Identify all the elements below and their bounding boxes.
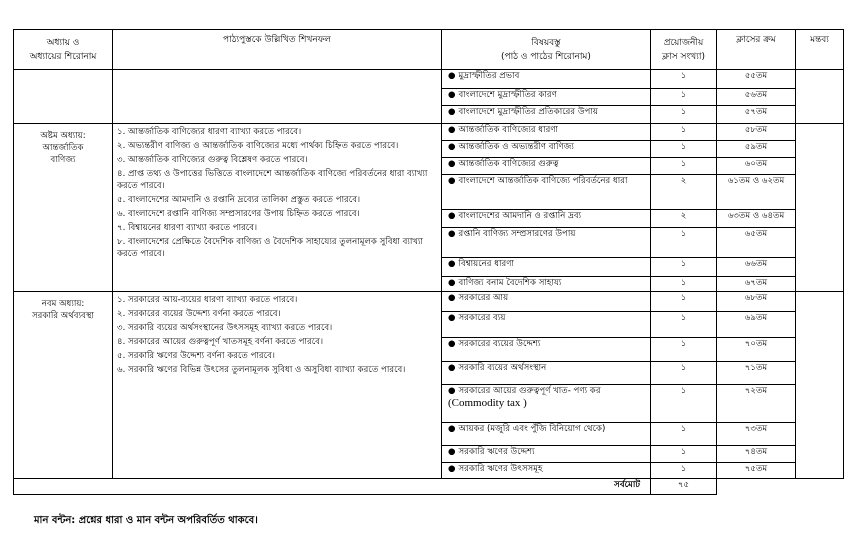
class-serial: ৭০তম	[717, 338, 796, 362]
class-count: ২	[651, 210, 717, 228]
class-count: ১	[651, 385, 717, 423]
topic-cell: ● সরকারি ব্যয়ের অর্থসংস্থান	[442, 362, 651, 385]
header-content: বিষয়বস্তু (পাঠ ও পাঠের শিরোনাম)	[442, 30, 651, 70]
bullet-icon: ●	[448, 339, 456, 349]
class-serial: ৬৮তম	[717, 292, 796, 312]
bullet-icon: ●	[448, 229, 456, 239]
bullet-icon: ●	[448, 125, 456, 135]
bullet-icon: ●	[448, 363, 456, 373]
outcome-item: ৬. বাংলাদেশে রপ্তানি বাণিজ্য সম্প্রসারণের উপায় চিহ্নিত করতে পারবে।	[117, 209, 360, 219]
class-count: ১	[651, 423, 717, 446]
topic-cell: ● সরকারের আয়ের গুরুত্বপূর্ণ খাত- পণ্য কর (Commodity tax )	[442, 385, 651, 423]
bullet-icon: ●	[448, 259, 456, 269]
topic-cell: ● বাংলাদেশে মুদ্রাস্ফীতির কারণ	[442, 89, 651, 106]
bullet-icon: ●	[448, 142, 456, 152]
class-serial: ৬০তম	[717, 158, 796, 175]
class-count: ১	[651, 158, 717, 175]
total-value: ৭৫	[651, 479, 717, 495]
table-row	[14, 70, 844, 89]
bullet-icon: ●	[448, 90, 456, 100]
class-serial: ৫৫তম	[717, 70, 796, 89]
class-count: ১	[651, 70, 717, 89]
topic-cell: ● আন্তর্জাতিক বাণিজ্যের ধারণা	[442, 124, 651, 141]
topic-cell: ● আয়কর (মজুরি এবং পুঁজি বিনিয়োগ থেকে)	[442, 423, 651, 446]
class-serial: ৬৭তম	[717, 277, 796, 292]
class-count: ১	[651, 362, 717, 385]
bullet-icon: ●	[448, 159, 456, 169]
class-count: ১	[651, 277, 717, 292]
class-serial: ৬১তম ও ৬২তম	[717, 175, 796, 210]
class-serial: ৫৮তম	[717, 124, 796, 141]
table-row	[14, 124, 844, 141]
class-count: ১	[651, 228, 717, 258]
class-count: ১	[651, 463, 717, 479]
chapter-cell-empty	[14, 70, 113, 124]
class-serial: ৫৯তম	[717, 141, 796, 158]
chapter8-outcomes	[113, 124, 442, 292]
class-count: ১	[651, 124, 717, 141]
outcome-item: ৪. প্রাপ্ত তথ্য ও উপাত্তের ভিত্তিতে বাংলাদেশে আন্তর্জাতিক বাণিজ্যে পরিবর্তনের ধারা ব্যাখ্যা করতে পারবে।	[117, 169, 428, 191]
bullet-icon: ●	[448, 278, 456, 288]
topic-cell: ● সরকারের ব্যয়ের উদ্দেশ্য	[442, 338, 651, 362]
footnote: মান বন্টন: প্রশ্নের ধারা ও মান বন্টন অপরিবর্তিত থাকবে।	[34, 515, 258, 526]
header-serial: ক্লাসের ক্রম	[717, 30, 796, 70]
outcomes-cell-empty	[113, 70, 442, 124]
class-serial: ৬৫তম	[717, 228, 796, 258]
topic-cell: ● আন্তর্জাতিক ও অভ্যন্তরীণ বাণিজ্য	[442, 141, 651, 158]
topic-cell: ● বাংলাদেশের আমদানি ও রপ্তানি দ্রব্য	[442, 210, 651, 228]
chapter8-title: অষ্টম অধ্যায়: আন্তর্জাতিক বাণিজ্য	[14, 124, 113, 292]
outcome-item: ১. সরকারের আয়-ব্যয়ের ধারণা ব্যাখ্যা করতে পারবে।	[117, 295, 298, 305]
header-chapter: অধ্যায় ও অধ্যায়ের শিরোনাম	[14, 30, 113, 70]
topic-cell: ● আন্তর্জাতিক বাণিজ্যের গুরুত্ব	[442, 158, 651, 175]
class-count: ১	[651, 106, 717, 124]
bullet-icon: ●	[448, 211, 456, 221]
outcome-item: ৭. বিশ্বায়নের ধারণা ব্যাখ্যা করতে পারবে।	[117, 223, 258, 233]
total-label: সর্বমোট	[14, 479, 651, 495]
header-row	[14, 30, 844, 70]
class-serial: ৭১তম	[717, 362, 796, 385]
outcome-item: ৮. বাংলাদেশের প্রেক্ষিতে বৈদেশিক বাণিজ্য ও বৈদেশিক সাহায্যের তুলনামূলক সুবিধা ব্যাখ্যা করতে পারবে।	[117, 237, 424, 259]
outcome-item: ৩. আন্তর্জাতিক বাণিজ্যের গুরুত্ব বিশ্লেষণ করতে পারবে।	[117, 155, 308, 165]
outcome-item: ২. অভ্যন্তরীণ বাণিজ্য ও আন্তর্জাতিক বাণিজ্যের মধ্যে পার্থক্য চিহ্নিত করতে পারবে।	[117, 141, 399, 151]
topic-cell: ● সরকারি ঋণের উৎসসমূহ	[442, 463, 651, 479]
topic-cell: ● সরকারি ঋণের উদ্দেশ্য	[442, 446, 651, 463]
header-classes: প্রয়োজনীয় ক্লাস সংখ্যা)	[651, 30, 717, 70]
class-serial: ৫৭তম	[717, 106, 796, 124]
outcome-item: ৪. সরকারের আয়ের গুরুত্বপূর্ণ খাতসমূহ বর্ণনা করতে পারবে।	[117, 337, 324, 347]
topic-cell: ● মুদ্রাস্ফীতির প্রভাব	[442, 70, 651, 89]
class-serial: ৭৪তম	[717, 446, 796, 463]
class-serial: ৭৩তম	[717, 423, 796, 446]
outcome-item: ৫. সরকারি ঋণের উদ্দেশ্য বর্ণনা করতে পারবে।	[117, 351, 275, 361]
header-remarks: মন্তব্য	[796, 30, 844, 70]
bullet-icon: ●	[448, 107, 456, 117]
class-count: ১	[651, 141, 717, 158]
class-count: ১	[651, 446, 717, 463]
topic-cell: ● বাংলাদেশে আন্তর্জাতিক বাণিজ্যে পরিবর্তনের ধারা	[442, 175, 651, 210]
bullet-icon: ●	[448, 447, 456, 457]
total-row	[14, 479, 844, 495]
outcome-item: ২. সরকারের ব্যয়ের উদ্দেশ্য বর্ণনা করতে পারবে।	[117, 309, 281, 319]
class-serial: ৬৩তম ও ৬৪তম	[717, 210, 796, 228]
table-row	[14, 292, 844, 312]
class-count: ১	[651, 338, 717, 362]
topic-cell: ● বাণিজ্য বনাম বৈদেশিক সাহায্য	[442, 277, 651, 292]
outcome-item: ৩. সরকারি ব্যয়ের অর্থসংস্থানের উৎসসমূহ ব্যাখ্যা করতে পারবে।	[117, 323, 333, 333]
outcome-item: ৬. সরকারি ঋণের বিভিন্ন উৎসের তুলনামূলক সুবিধা ও অসুবিধা ব্যাখ্যা করতে পারবে।	[117, 365, 406, 375]
topic-cell: ● বিশ্বায়নের ধারণা	[442, 258, 651, 277]
class-serial: ৬৯তম	[717, 312, 796, 338]
remarks-cell	[796, 70, 844, 124]
bullet-icon: ●	[448, 424, 456, 434]
class-serial: ৫৬তম	[717, 89, 796, 106]
outcome-item: ৫. বাংলাদেশের আমদানি ও রপ্তানি দ্রব্যের তালিকা প্রস্তুত করতে পারবে।	[117, 195, 361, 205]
class-count: ১	[651, 258, 717, 277]
topic-cell: ● রপ্তানি বাণিজ্য সম্প্রসারণের উপায়	[442, 228, 651, 258]
class-count: ১	[651, 89, 717, 106]
bullet-icon: ●	[448, 464, 456, 474]
bullet-icon: ●	[448, 176, 456, 186]
chapter9-outcomes	[113, 292, 442, 479]
class-count: ১	[651, 312, 717, 338]
remarks-cell	[796, 124, 844, 292]
topic-cell: ● সরকারের আয়	[442, 292, 651, 312]
class-count: ২	[651, 175, 717, 210]
header-outcomes: পাঠ্যপুস্তকে উল্লিখিত শিখনফল	[113, 30, 442, 70]
bullet-icon: ●	[448, 71, 456, 81]
outcome-item: ১. আন্তর্জাতিক বাণিজ্যের ধারণা ব্যাখ্যা করতে পারবে।	[117, 127, 302, 137]
class-count: ১	[651, 292, 717, 312]
bullet-icon: ●	[448, 313, 456, 323]
class-serial: ৭৫তম	[717, 463, 796, 479]
bullet-icon: ●	[448, 293, 456, 303]
chapter9-title: নবম অধ্যায়: সরকারি অর্থব্যবস্থা	[14, 292, 113, 479]
class-serial: ৬৬তম	[717, 258, 796, 277]
remarks-cell	[796, 292, 844, 479]
topic-cell: ● বাংলাদেশে মুদ্রাস্ফীতির প্রতিকারের উপায়	[442, 106, 651, 124]
bullet-icon: ●	[448, 386, 456, 396]
total-empty	[717, 479, 844, 495]
syllabus-table	[13, 29, 844, 495]
topic-cell: ● সরকারের ব্যয়	[442, 312, 651, 338]
class-serial: ৭২তম	[717, 385, 796, 423]
